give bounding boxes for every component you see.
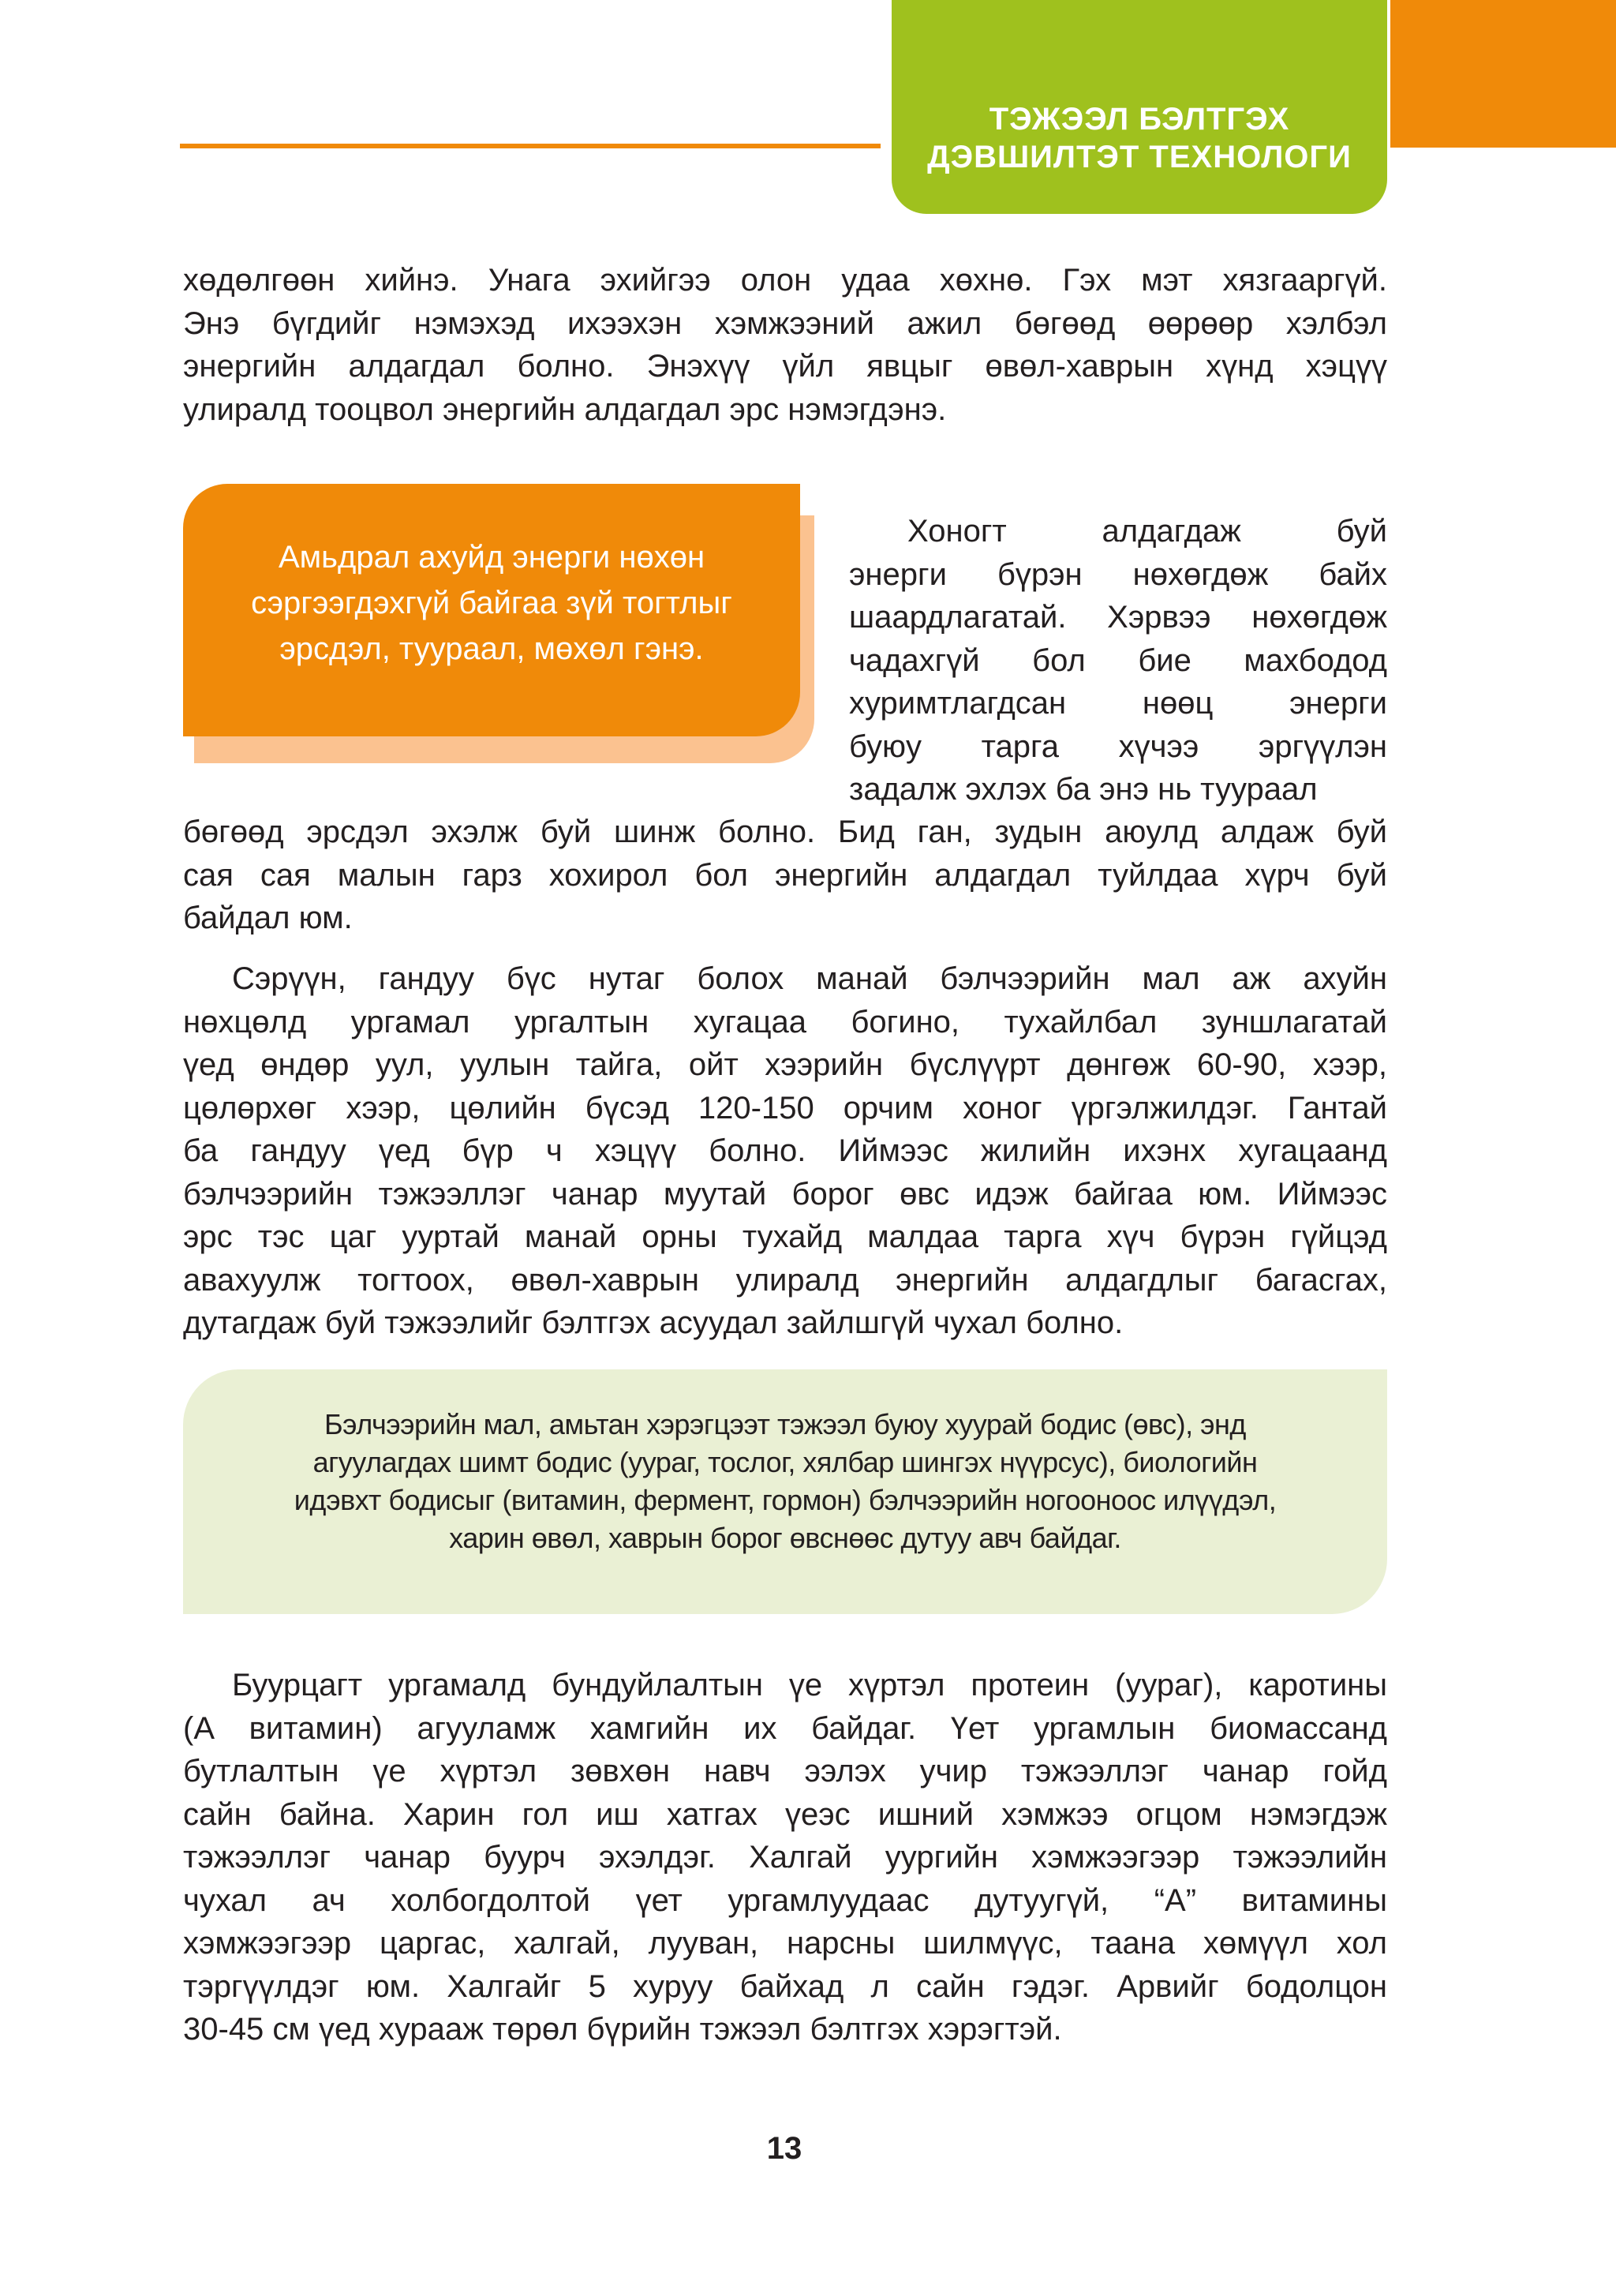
energy-side-line: чадахгүй бол бие махбодод [849,642,1387,678]
energy-full-line: бөгөөд эрсдэл эхэлж буй шинж болно. Бид ган, зудын аюулд алдаж буй [183,815,1387,849]
callout-green-line: Бэлчээрийн мал, амьтан хэрэгцээт тэжээл буюу хуурай бодис (өвс), энд [324,1408,1246,1440]
energy-side-line: задалж эхлэх ба энэ нь туураал [849,772,1318,807]
paragraph-climate [183,957,1387,1345]
intro-line: Энэ бүгдийг нэмэхэд ихээхэн хэмжээний ажил бөгөөд өөрөөр хэлбэл [183,305,1387,341]
orange-corner-decoration [1390,0,1616,148]
plants-line: чухал ач холбогдолтой үет ургамлуудаас дутуугүй, “А” витамины [183,1882,1387,1918]
chapter-title-line-2: ДЭВШИЛТЭТ ТЕХНОЛОГИ [927,140,1352,174]
callout-green-line: агуулагдах шимт бодис (уураг, тослог, хялбар шингэх нүүрсус), биологийн [312,1446,1258,1478]
climate-line: үед өндөр уул, уулын тайга, ойт хээрийн бүслүүрт дөнгөж 60-90, хээр, [183,1047,1387,1082]
energy-side-line: энерги бүрэн нөхөгдөж байх [849,556,1387,592]
paragraph-plants [183,1664,1387,2051]
energy-side-line: буюу тарга хүчээ эргүүлэн [849,729,1387,764]
plants-line: Буурцагт ургамалд бундуйлалтын үе хүртэл протеин (уураг), каротины [232,1668,1387,1702]
page-number: 13 [766,2131,802,2166]
plants-line: 30-45 см үед хурааж төрөл бүрийн тэжээл бэлтгэх хэрэгтэй. [183,2012,1062,2047]
climate-line: нөхцөлд ургамал ургалтын хугацаа богино, тухайлбал зуншлагатай [183,1004,1387,1039]
energy-side-line: Хоногт алдагдаж буй [907,514,1387,549]
callout-green-line: идэвхт бодисыг (витамин, фермент, гормон) бэлчээрийн ногооноос илүүдэл, [294,1484,1277,1516]
chapter-title-line-1: ТЭЖЭЭЛ БЭЛТГЭХ [989,102,1290,137]
plants-line: тэргүүлдэг юм. Халгайг 5 хуруу байхад л сайн гэдэг. Арвийг бодолцон [183,1968,1387,2004]
energy-full-line: байдал юм. [183,901,353,935]
climate-line: эрс тэс цаг ууртай манай орны тухайд малдаа тарга хүч бүрэн гүйцэд [183,1219,1387,1254]
climate-line: цөлөрхөг хээр, цөлийн бүсэд 120-150 орчим хоног үргэлжилдэг. Гантай [183,1090,1387,1126]
climate-line: бэлчээрийн тэжээллэг чанар муутай борог өвс идэж байгаа юм. Иймээс [183,1176,1387,1212]
paragraph-energy-side [849,510,1387,811]
energy-side-line: хуримтлагдсан нөөц энерги [849,686,1387,721]
intro-line: улиралд тооцвол энергийн алдагдал эрс нэмэгдэнэ. [183,391,947,427]
intro-line: хөдөлгөөн хийнэ. Унага эхийгээ олон удаа хөхнө. Гэх мэт хязгааргүй. [183,263,1387,298]
climate-line: авахуулж тогтоох, өвөл-хаврын улиралд энергийн алдагдлыг багасгах, [183,1262,1387,1298]
callout-orange-box [183,484,800,736]
callout-green-box [183,1369,1387,1614]
plants-line: бутлалтын үе хүртэл зөвхөн навч ээлэх учир тэжээллэг чанар гойд [183,1754,1387,1788]
plants-line: сайн байна. Харин гол иш хатгах үеэс ишний хэмжээ огцом нэмэгдэж [183,1796,1387,1832]
callout-orange-line: сэргээгдэхгүй байгаа зүй тогтлыг [251,586,732,620]
climate-line: дутагдаж буй тэжээлийг бэлтгэх асуудал зайлшгүй чухал болно. [183,1305,1124,1340]
intro-line: энергийн алдагдал болно. Энэхүү үйл явцыг өвөл-хаврын хүнд хэцүү [183,349,1387,384]
callout-green-line: харин өвөл, хаврын борог өвснөөс дутуу авч байдаг. [449,1522,1121,1554]
plants-line: тэжээллэг чанар буурч эхэлдэг. Халгай уургийн хэмжээгээр тэжээлийн [183,1840,1387,1875]
callout-orange-line: Амьдрал ахуйд энерги нөхөн [278,540,705,575]
energy-side-line: шаардлагатай. Хэрвээ нөхөгдөж [849,600,1387,635]
chapter-header-tab [892,0,1387,214]
plants-line: хэмжээгээр царгас, халгай, лууван, нарсны шилмүүс, таана хөмүүл хол [183,1926,1387,1961]
paragraph-energy-full [183,811,1387,940]
climate-line: ба гандуу үед бүр ч хэцүү болно. Иймээс жилийн ихэнх хугацаанд [183,1133,1387,1168]
header-rule [180,144,881,148]
paragraph-intro [183,259,1387,431]
energy-full-line: сая сая малын гарз хохирол бол энергийн алдагдал туйлдаа хүрч буй [183,857,1387,893]
plants-line: (А витамин) агууламж хамгийн их байдаг. Үет ургамлын биомассанд [183,1710,1387,1746]
callout-orange-line: эрсдэл, туураал, мөхөл гэнэ. [279,631,704,666]
climate-line: Сэрүүн, гандуу бүс нутаг болох манай бэлчээрийн мал аж ахуйн [232,961,1387,996]
